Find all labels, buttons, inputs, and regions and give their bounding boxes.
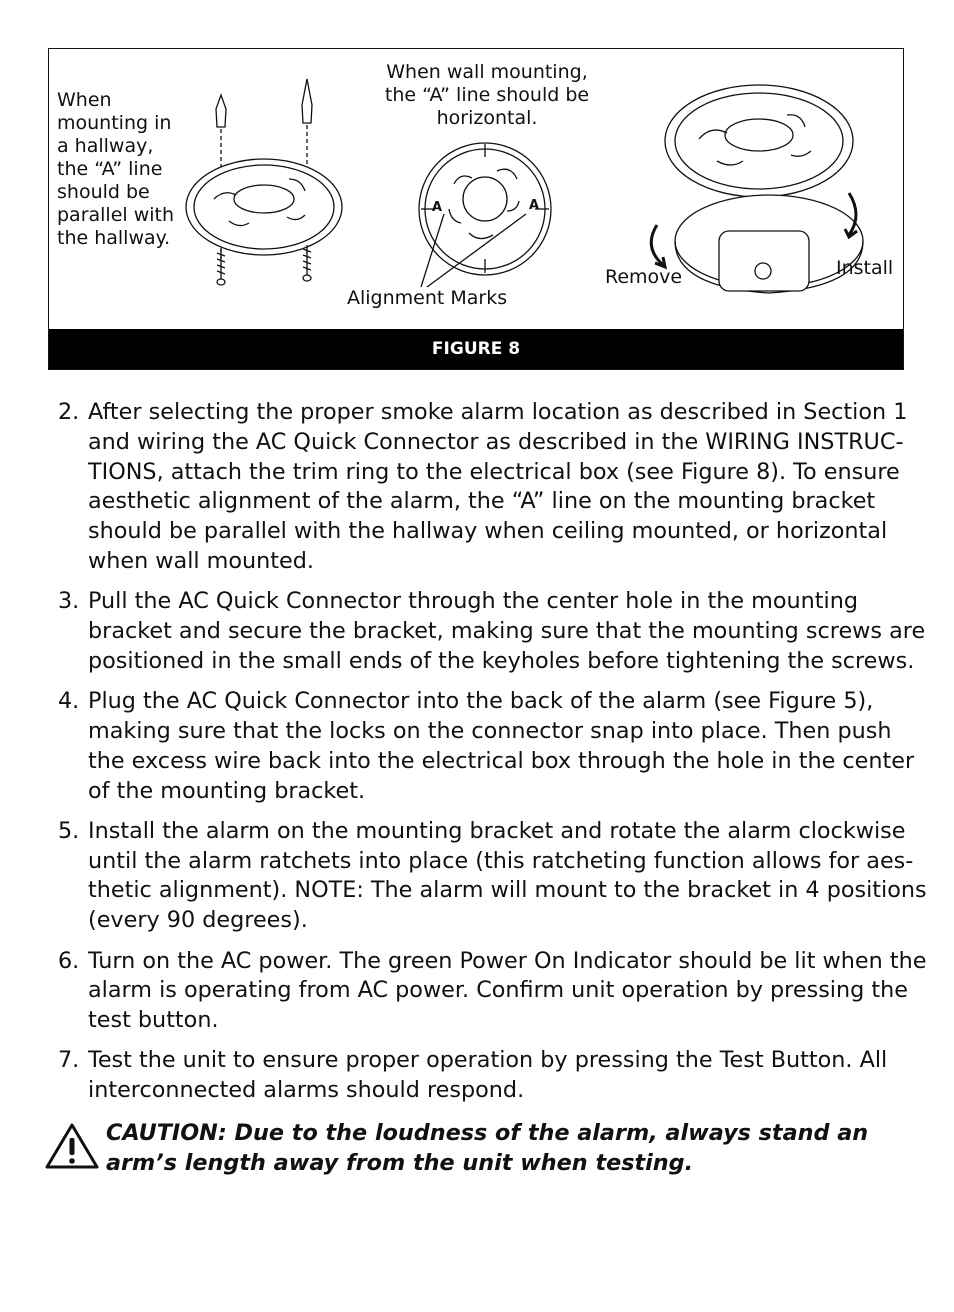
step-text: Turn on the AC power. The green Power On Indicator should be lit when the alarm is operating from AC power. Confirm unit operation by pressing the test button. <box>88 947 927 1034</box>
alignment-marks-label: Alignment Marks <box>347 287 508 309</box>
round-bracket-illustration <box>419 143 551 287</box>
step-2 <box>58 398 928 577</box>
alignment-mark-right: A <box>529 198 540 213</box>
hallway-mounting-note: When mounting in a hallway, the “A” line should be parallel with the hallway. <box>57 89 175 249</box>
warning-triangle-icon <box>44 1122 100 1170</box>
figure-caption: FIGURE 8 <box>49 329 903 369</box>
caution-text: CAUTION: Due to the loudness of the alarm, always stand an arm’s length away from the unit when testing. <box>106 1120 869 1176</box>
instruction-steps <box>58 398 928 1117</box>
step-5 <box>58 817 928 936</box>
step-number: 2. <box>58 399 80 425</box>
step-number: 4. <box>58 688 80 715</box>
wall-mounting-note: When wall mounting, the “A” line should be horizontal. <box>384 61 590 129</box>
step-text: After selecting the proper smoke alarm location as described in Section 1 and wiring the AC Quick Connector as described in the WIRING INSTRUC-TIONS, attach the trim ring to the electrical box (see Figure 8). To ensure aesthetic alignment of the alarm, the “A” line on the mounting bracket should be parallel with the hallway when ceiling mounted, or horizontal when wall mounted. <box>88 399 908 574</box>
step-text: Test the unit to ensure proper operation by pressing the Test Button. All interconnected alarms should respond. <box>88 1047 888 1104</box>
step-7 <box>58 1046 928 1106</box>
step-number: 3. <box>58 588 80 615</box>
step-number: 6. <box>58 947 80 974</box>
step-3 <box>58 587 928 676</box>
step-text: Pull the AC Quick Connector through the center hole in the mounting bracket and secure the bracket, making sure that the mounting screws are positioned in the small ends of the keyholes before tightening the screws. <box>88 588 926 674</box>
step-number: 5. <box>58 817 80 844</box>
alarm-install-illustration <box>651 85 863 293</box>
alignment-mark-left: A <box>432 200 443 215</box>
step-text: Install the alarm on the mounting bracket and rotate the alarm clockwise until the alarm ratchets into place (this ratcheting function allows for aes-thetic alignment). NOTE: The alarm will mount to the bracket in 4 positions (every 90 degrees). <box>88 817 927 934</box>
step-number: 7. <box>58 1047 80 1074</box>
figure-8 <box>48 48 904 370</box>
step-4 <box>58 687 928 806</box>
step-text: Plug the AC Quick Connector into the back of the alarm (see Figure 5), making sure that the locks on the connector snap into place. Then push the excess wire back into the electrical box through the hole in the center of the mounting bracket. <box>88 688 915 804</box>
step-6 <box>58 947 928 1036</box>
remove-label: Remove <box>605 266 683 288</box>
bracket-with-screws-illustration <box>186 79 342 285</box>
install-label: Install <box>836 257 894 279</box>
